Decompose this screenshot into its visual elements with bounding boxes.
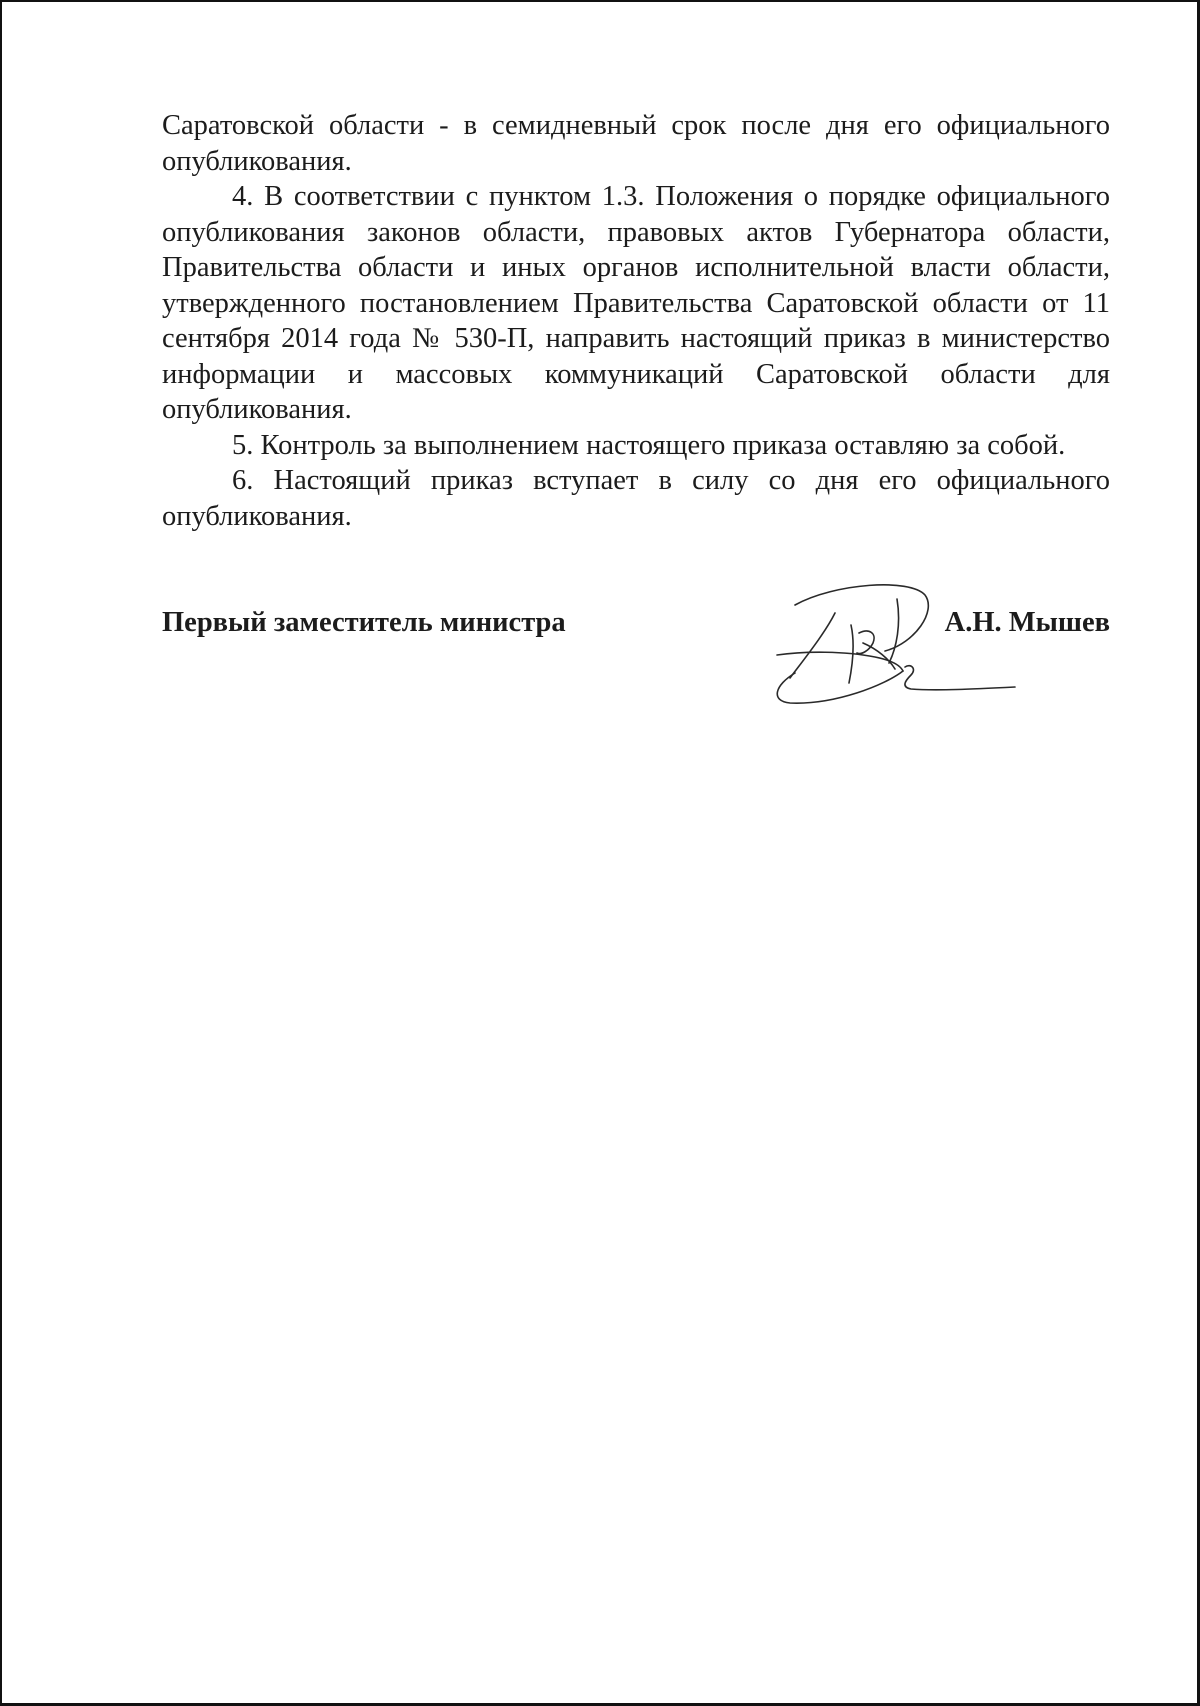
signature-block — [162, 605, 1110, 705]
document-body — [162, 108, 1110, 534]
handwritten-signature-icon — [765, 573, 1125, 713]
paragraph-item-5: 5. Контроль за выполнением настоящего приказа оставляю за собой. — [232, 429, 1066, 461]
paragraph-continuation: Саратовской области - в семидневный срок после дня его официального опубликования. — [162, 110, 1110, 177]
signer-title: Первый заместитель министра — [162, 607, 566, 638]
paragraph-item-6: 6. Настоящий приказ вступает в силу со дня его официального опубликования. — [162, 465, 1110, 532]
scan-border-top — [0, 0, 1200, 2]
scan-border-left — [0, 0, 2, 1706]
signer-name: А.Н. Мышев — [944, 607, 1110, 638]
paragraph-item-4: 4. В соответствии с пунктом 1.3. Положения о порядке официального опубликования законов области, правовых актов Губернатора области, Правительства области и иных органов исполнительной власти области, утвержденного постановлением Правительства Саратовской области от 11 сентября 2014 года № 530-П, направить настоящий приказ в министерство информации и массовых коммуникаций Саратовской области для опубликования. — [162, 181, 1110, 425]
